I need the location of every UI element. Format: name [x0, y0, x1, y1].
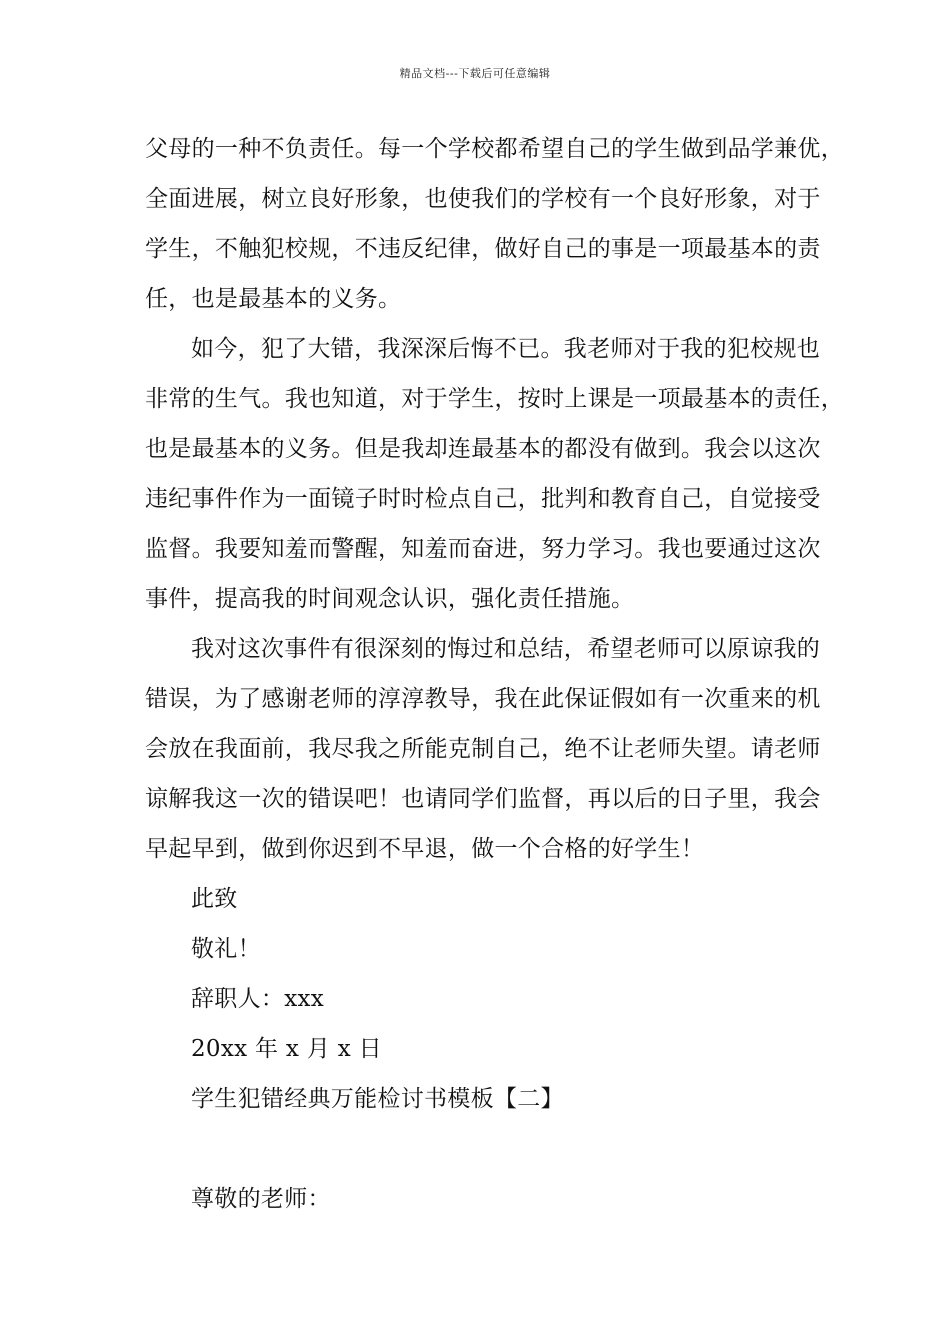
text-line: 也是最基本的义务。但是我却连最基本的都没有做到。我会以这次: [145, 436, 821, 462]
greeting-line: 尊敬的老师：: [191, 1186, 331, 1212]
section-title: 学生犯错经典万能检讨书模板【二】: [191, 1086, 564, 1112]
date-line: 20xx 年 x 月 x 日: [191, 1036, 382, 1062]
document-body: [145, 124, 844, 1224]
text-line: 违纪事件作为一面镜子时时检点自己，批判和教育自己，自觉接受: [145, 486, 821, 512]
blank-line: [145, 1124, 815, 1174]
text-line: 非常的生气。我也知道，对于学生，按时上课是一项最基本的责任，: [145, 386, 844, 412]
text-line: 学生，不触犯校规，不违反纪律，做好自己的事是一项最基本的责: [145, 236, 821, 262]
text-line: 谅解我这一次的错误吧！也请同学们监督，再以后的日子里，我会: [145, 786, 821, 812]
text-line: 父母的一种不负责任。每一个学校都希望自己的学生做到品学兼优，: [145, 136, 844, 162]
text-line: 全面进展，树立良好形象，也使我们的学校有一个良好形象，对于: [145, 186, 821, 212]
text-line: 事件，提高我的时间观念认识，强化责任措施。: [145, 586, 635, 612]
paragraph-start-line: 我对这次事件有很深刻的悔过和总结，希望老师可以原谅我的: [191, 636, 821, 662]
paragraph-start-line: 如今，犯了大错，我深深后悔不已。我老师对于我的犯校规也: [191, 336, 821, 362]
text-line: 错误，为了感谢老师的淳淳教导，我在此保证假如有一次重来的机: [145, 686, 821, 712]
text-line: 会放在我面前，我尽我之所能克制自己，绝不让老师失望。请老师: [145, 736, 821, 762]
closing-salutation: 此致: [191, 886, 238, 912]
text-line: 早起早到，做到你迟到不早退，做一个合格的好学生！: [145, 836, 705, 862]
text-line: 监督。我要知羞而警醒，知羞而奋进，努力学习。我也要通过这次: [145, 536, 821, 562]
text-line: 任，也是最基本的义务。: [145, 286, 402, 312]
closing-regards: 敬礼！: [191, 936, 261, 962]
signature-line: 辞职人：xxx: [191, 986, 325, 1012]
page-header: 精品文档---下载后可任意编辑: [399, 67, 551, 80]
